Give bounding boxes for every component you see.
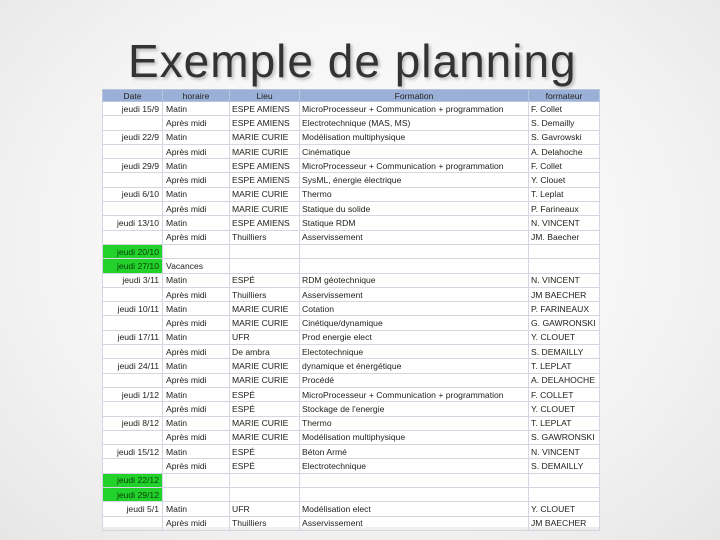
formateur-cell: S. DEMAILLY [529, 459, 600, 473]
header-formation: Formation [300, 90, 529, 102]
lieu-cell: MARIE CURIE [230, 302, 300, 316]
date-cell: jeudi 15/9 [103, 102, 163, 116]
date-cell: jeudi 29/9 [103, 159, 163, 173]
formateur-cell [529, 473, 600, 487]
horaire-cell: Après midi [163, 430, 230, 444]
horaire-cell: Après midi [163, 516, 230, 530]
table-row [103, 173, 600, 187]
formateur-cell: S. DEMAILLY [529, 345, 600, 359]
date-cell [103, 287, 163, 301]
formation-cell: RDM géotechnique [300, 273, 529, 287]
table-row [103, 116, 600, 130]
lieu-cell: ESPÉ [230, 273, 300, 287]
date-cell [103, 316, 163, 330]
horaire-cell: Matin [163, 130, 230, 144]
formateur-cell: P. FARINEAUX [529, 302, 600, 316]
horaire-cell: Après midi [163, 373, 230, 387]
formation-cell: MicroProcesseur + Communication + programmation [300, 102, 529, 116]
table-row [103, 159, 600, 173]
table-row [103, 416, 600, 430]
formateur-cell [529, 488, 600, 502]
horaire-cell: Matin [163, 359, 230, 373]
formateur-cell: JM BAECHER [529, 287, 600, 301]
table-row [103, 402, 600, 416]
date-cell: jeudi 22/12 [103, 473, 163, 487]
formation-cell: Asservissement [300, 516, 529, 530]
formation-cell: Statique RDM [300, 216, 529, 230]
formation-cell: MicroProcesseur + Communication + programmation [300, 387, 529, 401]
horaire-cell: Après midi [163, 230, 230, 244]
date-cell [103, 402, 163, 416]
date-cell [103, 230, 163, 244]
formateur-cell: S. GAWRONSKI [529, 430, 600, 444]
date-cell [103, 373, 163, 387]
lieu-cell [230, 488, 300, 502]
horaire-cell: Après midi [163, 173, 230, 187]
formation-cell: Modélisation multiphysique [300, 130, 529, 144]
table-row [103, 459, 600, 473]
lieu-cell: Thuilliers [230, 287, 300, 301]
formation-cell: SysML, énergie électrique [300, 173, 529, 187]
date-cell [103, 430, 163, 444]
lieu-cell [230, 244, 300, 258]
formateur-cell: T. Leplat [529, 187, 600, 201]
lieu-cell [230, 473, 300, 487]
formateur-cell: JM BAECHER [529, 516, 600, 530]
formation-cell: Asservissement [300, 230, 529, 244]
formation-cell: Statique du solide [300, 202, 529, 216]
horaire-cell: Matin [163, 416, 230, 430]
table-row [103, 516, 600, 530]
date-cell: jeudi 5/1 [103, 502, 163, 516]
lieu-cell: MARIE CURIE [230, 144, 300, 158]
table-row [103, 445, 600, 459]
planning-sheet [102, 89, 599, 527]
formation-cell: Modélisation multiphysique [300, 430, 529, 444]
formation-cell: Cinématique [300, 144, 529, 158]
horaire-cell: Après midi [163, 202, 230, 216]
lieu-cell: UFR [230, 330, 300, 344]
table-row [103, 244, 600, 258]
horaire-cell: Matin [163, 273, 230, 287]
table-row [103, 144, 600, 158]
lieu-cell: MARIE CURIE [230, 416, 300, 430]
table-row [103, 273, 600, 287]
formation-cell: MicroProcesseur + Communication + programmation [300, 159, 529, 173]
formateur-cell: G. GAWRONSKI [529, 316, 600, 330]
horaire-cell [163, 244, 230, 258]
lieu-cell [230, 259, 300, 273]
table-row [103, 102, 600, 116]
formation-cell: Thermo [300, 187, 529, 201]
date-cell: jeudi 8/12 [103, 416, 163, 430]
table-row [103, 488, 600, 502]
formation-cell: Electotechnique [300, 345, 529, 359]
table-row [103, 330, 600, 344]
table-row [103, 473, 600, 487]
formation-cell [300, 488, 529, 502]
lieu-cell: MARIE CURIE [230, 373, 300, 387]
date-cell [103, 202, 163, 216]
table-row [103, 287, 600, 301]
date-cell: jeudi 20/10 [103, 244, 163, 258]
formateur-cell: Y. CLOUET [529, 402, 600, 416]
header-date: Date [103, 90, 163, 102]
formation-cell: Electrotechnique (MAS, MS) [300, 116, 529, 130]
header-lieu: Lieu [230, 90, 300, 102]
formation-cell [300, 473, 529, 487]
formateur-cell: T. LEPLAT [529, 359, 600, 373]
formation-cell: Thermo [300, 416, 529, 430]
horaire-cell: Après midi [163, 316, 230, 330]
lieu-cell: ESPE AMIENS [230, 116, 300, 130]
formation-cell: Cotation [300, 302, 529, 316]
date-cell [103, 173, 163, 187]
date-cell: jeudi 17/11 [103, 330, 163, 344]
date-cell [103, 345, 163, 359]
horaire-cell: Vacances [163, 259, 230, 273]
date-cell: jeudi 3/11 [103, 273, 163, 287]
date-cell [103, 516, 163, 530]
formation-cell [300, 259, 529, 273]
formateur-cell: A. Delahoche [529, 144, 600, 158]
horaire-cell: Matin [163, 187, 230, 201]
formation-cell [300, 244, 529, 258]
table-row [103, 373, 600, 387]
lieu-cell: ESPE AMIENS [230, 159, 300, 173]
formateur-cell: F. COLLET [529, 387, 600, 401]
table-row [103, 316, 600, 330]
formation-cell: Stockage de l'energie [300, 402, 529, 416]
formateur-cell: A. DELAHOCHE [529, 373, 600, 387]
horaire-cell: Après midi [163, 287, 230, 301]
date-cell: jeudi 15/12 [103, 445, 163, 459]
header-row [103, 90, 600, 102]
formation-cell: dynamique et énergétique [300, 359, 529, 373]
formateur-cell: T. LEPLAT [529, 416, 600, 430]
horaire-cell: Matin [163, 502, 230, 516]
horaire-cell: Matin [163, 159, 230, 173]
lieu-cell: MARIE CURIE [230, 359, 300, 373]
formation-cell: Prod energie elect [300, 330, 529, 344]
date-cell: jeudi 13/10 [103, 216, 163, 230]
date-cell: jeudi 22/9 [103, 130, 163, 144]
horaire-cell [163, 473, 230, 487]
planning-table [102, 89, 600, 531]
horaire-cell [163, 488, 230, 502]
table-row [103, 502, 600, 516]
lieu-cell: Thuilliers [230, 516, 300, 530]
formateur-cell: P. Farineaux [529, 202, 600, 216]
formation-cell: Procédé [300, 373, 529, 387]
header-formateur: formateur [529, 90, 600, 102]
table-row [103, 130, 600, 144]
lieu-cell: ESPE AMIENS [230, 102, 300, 116]
date-cell: jeudi 10/11 [103, 302, 163, 316]
horaire-cell: Matin [163, 102, 230, 116]
date-cell [103, 116, 163, 130]
date-cell: jeudi 29/12 [103, 488, 163, 502]
date-cell: jeudi 6/10 [103, 187, 163, 201]
table-row [103, 430, 600, 444]
table-row [103, 302, 600, 316]
formateur-cell: F. Collet [529, 159, 600, 173]
formateur-cell: Y. CLOUET [529, 502, 600, 516]
lieu-cell: MARIE CURIE [230, 187, 300, 201]
table-row [103, 230, 600, 244]
header-horaire: horaire [163, 90, 230, 102]
table-row [103, 202, 600, 216]
table-row [103, 216, 600, 230]
formation-cell: Modélisation elect [300, 502, 529, 516]
formateur-cell: S. Gavrowski [529, 130, 600, 144]
table-row [103, 259, 600, 273]
formation-cell: Cinétique/dynamique [300, 316, 529, 330]
lieu-cell: ESPÉ [230, 445, 300, 459]
lieu-cell: MARIE CURIE [230, 202, 300, 216]
horaire-cell: Après midi [163, 144, 230, 158]
formateur-cell: F. Collet [529, 102, 600, 116]
horaire-cell: Après midi [163, 459, 230, 473]
lieu-cell: De ambra [230, 345, 300, 359]
date-cell [103, 459, 163, 473]
lieu-cell: UFR [230, 502, 300, 516]
horaire-cell: Matin [163, 445, 230, 459]
formateur-cell: N. VINCENT [529, 273, 600, 287]
horaire-cell: Matin [163, 330, 230, 344]
table-row [103, 345, 600, 359]
formateur-cell: Y. Clouet [529, 173, 600, 187]
horaire-cell: Après midi [163, 116, 230, 130]
date-cell: jeudi 24/11 [103, 359, 163, 373]
lieu-cell: MARIE CURIE [230, 130, 300, 144]
lieu-cell: Thuilliers [230, 230, 300, 244]
lieu-cell: ESPE AMIENS [230, 173, 300, 187]
formateur-cell [529, 244, 600, 258]
formateur-cell: Y. CLOUET [529, 330, 600, 344]
horaire-cell: Matin [163, 216, 230, 230]
formateur-cell: N. VINCENT [529, 216, 600, 230]
page-title: Exemple de planning [128, 35, 577, 87]
formateur-cell: N. VINCENT [529, 445, 600, 459]
lieu-cell: ESPE AMIENS [230, 216, 300, 230]
horaire-cell: Matin [163, 302, 230, 316]
lieu-cell: MARIE CURIE [230, 430, 300, 444]
formateur-cell [529, 259, 600, 273]
table-row [103, 387, 600, 401]
horaire-cell: Après midi [163, 345, 230, 359]
table-row [103, 187, 600, 201]
lieu-cell: ESPÉ [230, 387, 300, 401]
table-row [103, 359, 600, 373]
date-cell: jeudi 1/12 [103, 387, 163, 401]
formateur-cell: S. Demailly [529, 116, 600, 130]
date-cell: jeudi 27/10 [103, 259, 163, 273]
lieu-cell: ESPÉ [230, 402, 300, 416]
formateur-cell: JM. Baecher [529, 230, 600, 244]
date-cell [103, 144, 163, 158]
formation-cell: Asservissement [300, 287, 529, 301]
lieu-cell: MARIE CURIE [230, 316, 300, 330]
horaire-cell: Après midi [163, 402, 230, 416]
formation-cell: Béton Armé [300, 445, 529, 459]
horaire-cell: Matin [163, 387, 230, 401]
lieu-cell: ESPÉ [230, 459, 300, 473]
formation-cell: Electrotechnique [300, 459, 529, 473]
